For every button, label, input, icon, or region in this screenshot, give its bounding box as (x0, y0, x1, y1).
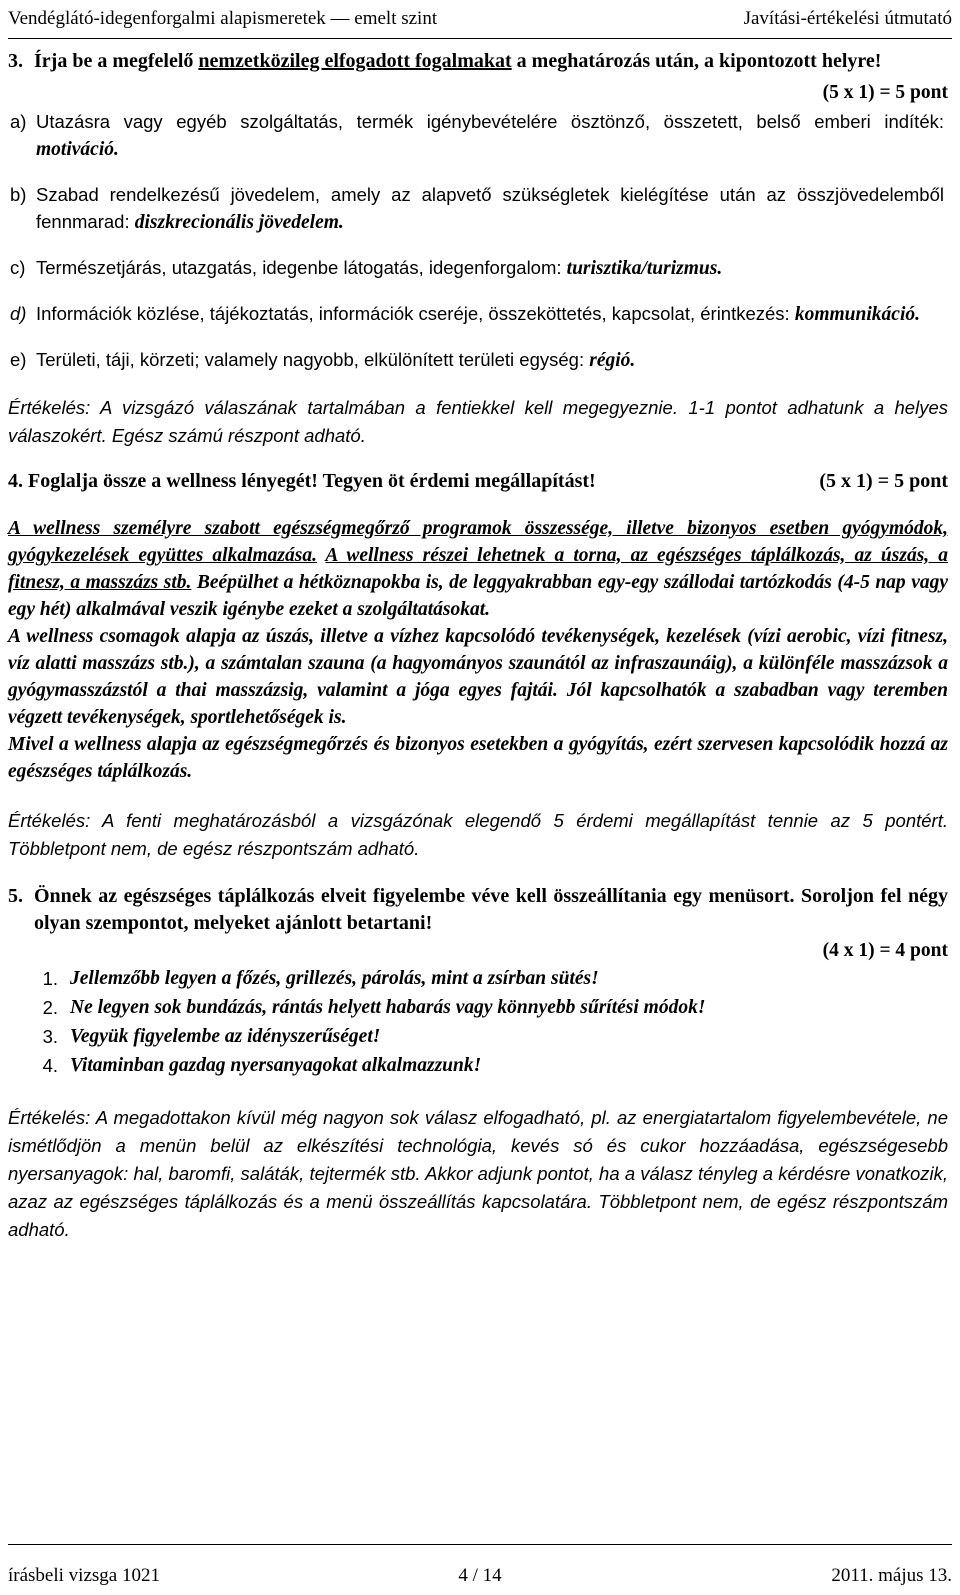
q5-number: 5. (8, 885, 23, 907)
q3-number: 3. (8, 50, 23, 72)
q4-answer-paragraph-3: Mivel a wellness alapja az egészségmegőrzés és bizonyos esetekben a gyógyítás, ezért szervesen kapcsolódik hozzá az egészséges táplálkozás. (8, 734, 948, 782)
list-item: 2. Ne legyen sok bundázás, rántás helyett habarás vagy könnyebb sűrítési módok! (42, 997, 706, 1018)
item-text: Területi, táji, körzeti; valamely nagyobb, elkülönített területi egység: (36, 349, 590, 370)
item-answer: kommunikáció. (794, 304, 920, 325)
q4-answer-underlined-1: A wellness személyre szabott egészségmegőrző programok összessége, illetve bizonyos esetben gyógymódok, gyógykezelések együttes alkalmazása. (8, 518, 948, 566)
header-right: Javítási-értékelési útmutató (743, 8, 952, 29)
item-answer: motiváció. (36, 139, 119, 160)
footer-left: írásbeli vizsga 1021 (8, 1565, 160, 1586)
header-left: Vendéglátó-idegenforgalmi alapismeretek — emelt szint (8, 8, 438, 29)
footer-date: 2011. május 13. (831, 1565, 952, 1586)
item-answer: régió. (589, 350, 636, 371)
q5-title (8, 883, 948, 937)
page-number: 4 / 14 (458, 1565, 502, 1586)
item-text: Információk közlése, tájékoztatás, információk cseréje, összeköttetés, kapcsolat, érintkezés: (36, 303, 795, 324)
page-header (8, 4, 952, 39)
q4-answer-paragraph-1 (8, 515, 948, 623)
list-item: 1. Jellemzőbb legyen a főzés, grillezés, párolás, mint a zsírban sütés! (42, 968, 599, 989)
q3-title-part1: Írja be a megfelelő (34, 50, 199, 72)
page-content (8, 48, 948, 1244)
item-text: Szabad rendelkezésű jövedelem, amely az alapvető szükségletek kielégítése után az összjövedelemből fennmarad: (36, 184, 944, 232)
q4-title-text: 4. Foglalja össze a wellness lényegét! Tegyen öt érdemi megállapítást! (8, 470, 596, 492)
item-answer: diszkrecionális jövedelem. (134, 212, 344, 233)
q5-title-text: Önnek az egészséges táplálkozás elveit figyelembe véve kell összeállítania egy menüsort. Soroljon fel négy olyan szempontot, melyeket ajánlott betartani! (34, 885, 948, 934)
q3-item-d (8, 300, 948, 328)
item-label: e) (10, 349, 27, 370)
q4-title (8, 468, 948, 495)
q4-answer-paragraph-2: A wellness csomagok alapja az úszás, illetve a vízhez kapcsolódó tevékenységek, kezelések (vízi aerobic, vízi fitnesz, víz alatti masszázs stb.), a számtalan szauna (a hagyományos szaunától az infraszaunáig), a különféle masszázsok a gyógymasszázstól a thai masszázsig, valamint a jóga egyes fajtái. Jól kapcsolhatók a szabadban vagy teremben végzett tevékenységek, sportlehetőségek is. (8, 626, 948, 728)
q5-points: (4 x 1) = 4 pont (822, 940, 948, 961)
item-label: c) (10, 257, 26, 278)
q4-points: (5 x 1) = 5 pont (819, 470, 948, 492)
item-label: b) (10, 184, 27, 205)
q3-title-part2: a meghatározás után, a kipontozott helyre! (511, 50, 882, 72)
q3-title-underlined: nemzetközileg elfogadott fogalmakat (198, 50, 512, 72)
q3-item-b (8, 181, 948, 236)
item-text: Természetjárás, utazgatás, idegenbe látogatás, idegenforgalom: (36, 257, 567, 278)
q5-evaluation: Értékelés: A megadottakon kívül még nagyon sok válasz elfogadható, pl. az energiatartalom figyelembevétele, ne ismétlődjön a menün belül az elkészítési technológia, kevés só és cukor hozzáadása, egészségesebb nyersanyagok: hal, baromfi, saláták, tejtermék stb. Akkor adjunk pontot, ha a válasz tényleg a kérdésre vonatkozik, azaz az egészséges táplálkozás és a menü összeállítás kapcsolatára. Többletpont nem, de egész részpontszám adható. (8, 1107, 948, 1240)
q4-answer-underlined-2: A wellness részei lehetnek a torna, az egészséges táplálkozás, az úszás, a fitnesz, a masszázs stb. (8, 545, 948, 593)
list-item: 3. Vegyük figyelembe az idényszerűséget! (42, 1026, 381, 1047)
q5-answer-list (8, 964, 948, 1080)
item-answer: turisztika/turizmus. (566, 258, 723, 279)
q3-evaluation: Értékelés: A vizsgázó válaszának tartalmában a fentiekkel kell megegyeznie. 1-1 pontot adhatunk a helyes válaszokért. Egész számú részpont adható. (8, 397, 948, 446)
item-label: d) (10, 303, 27, 324)
q4-evaluation: Értékelés: A fenti meghatározásból a vizsgázónak elegendő 5 érdemi megállapítást tennie az 5 pontért. Többletpont nem, de egész részpontszám adható. (8, 810, 948, 859)
page-footer (8, 1544, 952, 1585)
item-text: Utazásra vagy egyéb szolgáltatás, termék igénybevételére ösztönző, összetett, belső emberi indíték: (36, 111, 944, 132)
q3-points: (5 x 1) = 5 pont (822, 82, 948, 103)
q3-item-c (8, 254, 948, 282)
document-page (8, 0, 952, 1595)
q3-title (8, 48, 948, 75)
q3-item-e (8, 346, 948, 374)
list-item: 4. Vitaminban gazdag nyersanyagokat alkalmazzunk! (42, 1055, 482, 1076)
item-label: a) (10, 111, 27, 132)
q3-item-a (8, 108, 948, 163)
q4-answer-text: Beépülhet a hétköznapokba is, de leggyakrabban egy-egy szállodai tartózkodás (4-5 nap vagy egy hét) alkalmával veszik igénybe ezeket a szolgáltatásokat. (8, 572, 948, 620)
